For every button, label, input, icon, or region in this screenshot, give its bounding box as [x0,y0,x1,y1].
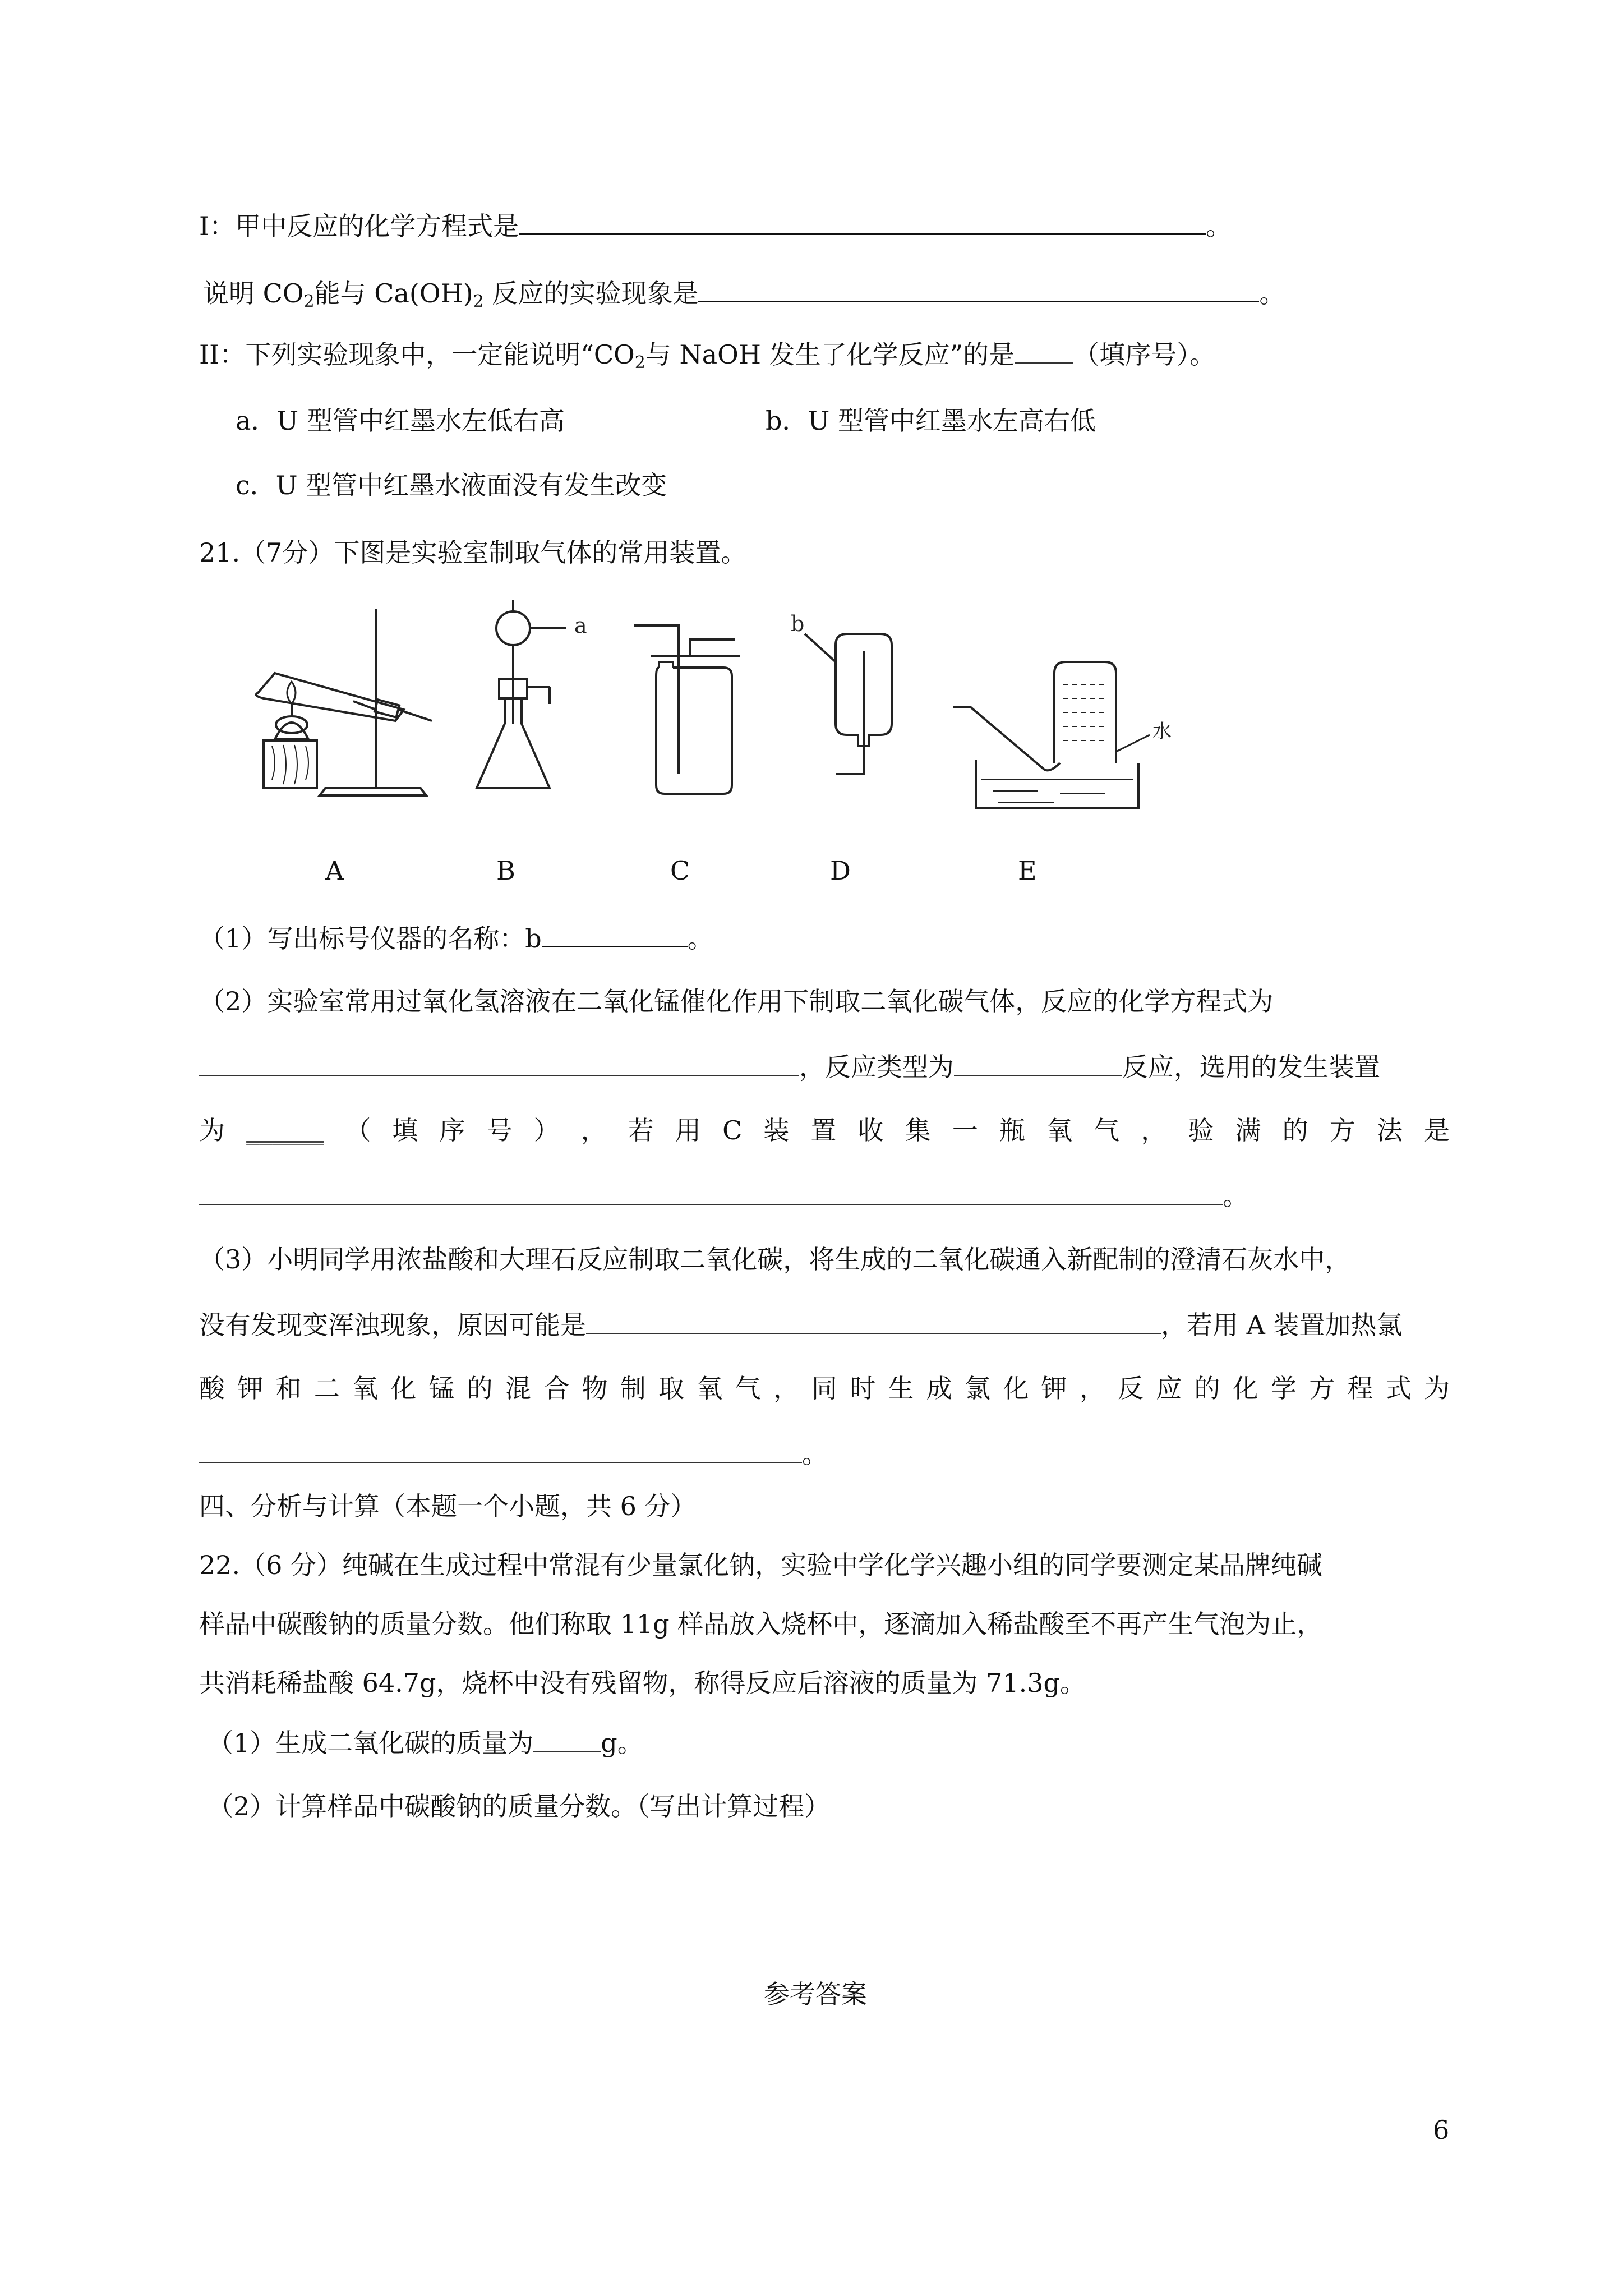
char: 气 [735,1373,761,1404]
q20-explain-middle: 能与 [314,278,366,309]
char: ， [1141,1115,1167,1145]
q21-sub3-line1: （3）小明同学用浓盐酸和大理石反应制取二氧化碳，将生成的二氧化碳通入新配制的澄清石灰水中， [199,1244,1351,1274]
q21-sub3-suffix: ，若用 A 装置加热氯 [1161,1310,1403,1340]
char: 序 [439,1115,465,1145]
char: 生 [888,1373,914,1404]
q20-part1-label: I：甲中反应的化学方程式是 [199,211,519,241]
q21-reaction-type-blank[interactable] [954,1049,1122,1076]
char: 氧 [352,1373,378,1404]
figure-label-c: C [670,855,690,886]
char: 法 [1376,1115,1403,1145]
q22-sub2: （2）计算样品中碳酸钠的质量分数。（写出计算过程） [208,1791,831,1821]
char: 瓶 [999,1115,1025,1145]
apparatus-c [634,625,740,794]
section4-heading: 四、分析与计算（本题一个小题，共 6 分） [199,1491,697,1521]
q20-explain-suffix: 反应的实验现象是 [492,278,699,309]
char: 气 [1094,1115,1120,1145]
q21-sub3-line4-end: 。 [802,1439,828,1469]
char: 的 [1194,1373,1220,1404]
q21-kclo3-equation-blank[interactable] [199,1436,802,1463]
char: 方 [1329,1115,1355,1145]
char: 合 [543,1373,570,1404]
char: ） [533,1115,560,1145]
char: 应 [1156,1373,1182,1404]
q21-sub3-prefix: 没有发现变浑浊现象，原因可能是 [199,1310,586,1340]
char: 和 [275,1373,302,1404]
q20-part2-suffix: （填序号）。 [1073,339,1216,370]
char: 号 [486,1115,513,1145]
char: 为 [1424,1373,1450,1404]
q21-sub1-prefix: （1）写出标号仪器的名称：b [199,923,542,954]
q21-equation-blank[interactable] [199,1049,799,1076]
q21-title: 21.（7分）下图是实验室制取气体的常用装置。 [199,537,747,568]
char: 氧 [1046,1115,1073,1145]
char: 氧 [697,1373,723,1404]
q22-sub1-suffix: g。 [601,1728,643,1758]
q20-explain-prefix: 说明 [203,278,255,309]
q21-sub3-line2 [199,1307,1402,1342]
q22-line3: 共消耗稀盐酸 64.7g，烧杯中没有残留物，称得反应后溶液的质量为 71.3g。 [199,1668,1086,1698]
q20-part2-subscript: 2 [634,353,645,372]
apparatus-a [256,609,432,795]
char: 一 [952,1115,978,1145]
char: 物 [582,1373,608,1404]
char: 化 [1232,1373,1258,1404]
char: 式 [1385,1373,1412,1404]
apparatus-e [953,662,1150,808]
char: 取 [658,1373,684,1404]
q20-part1-end: 。 [1206,211,1232,241]
q20-option-b: b．U 型管中红墨水左高右低 [766,406,1096,436]
char: ， [580,1115,607,1145]
q20-option-a: a．U 型管中红墨水左低右高 [236,406,565,436]
char: 同 [811,1373,837,1404]
char: 为 [199,1115,225,1145]
char: 是 [1423,1115,1450,1145]
q22-line1: 22.（6 分）纯碱在生成过程中常混有少量氯化钠，实验中学化学兴趣小组的同学要测定某品牌纯碱 [199,1550,1323,1580]
co2-subscript: 2 [303,292,315,311]
q20-part1-blank[interactable] [519,208,1206,235]
char: 若 [628,1115,654,1145]
char: 化 [390,1373,417,1404]
char: 用 [675,1115,701,1145]
char: 验 [1188,1115,1214,1145]
char: 混 [505,1373,531,1404]
q21-sub1-blank[interactable] [542,920,688,947]
q21-sub2-line3 [199,1114,1450,1147]
char: 方 [1309,1373,1335,1404]
figure-label-a: A [325,855,344,886]
q21-sub3-line4 [199,1436,828,1471]
char: 满 [1235,1115,1261,1145]
char: 制 [620,1373,646,1404]
char: 酸 [199,1373,225,1404]
char: 置 [810,1115,837,1145]
q21-sub2-line4-end: 。 [1223,1181,1248,1211]
q21-device-blank[interactable]: ______ [246,1115,324,1145]
figure-label-e: E [1018,855,1037,886]
char: 收 [857,1115,884,1145]
char: 学 [1271,1373,1297,1404]
char: 的 [1282,1115,1308,1145]
char: 化 [1003,1373,1029,1404]
q21-check-full-blank[interactable] [199,1178,1223,1205]
q20-explain-blank[interactable] [698,275,1259,302]
apparatus-figure [241,595,1195,819]
q20-part2-prefix: II：下列实验现象中，一定能说明“CO [199,339,635,370]
char: （ [345,1115,371,1145]
answers-heading: 参考答案 [764,1979,867,2009]
q21-sub1-line [199,920,713,955]
q20-part2-middle: 与 NaOH 发生了化学反应”的是 [645,339,1015,370]
char: ， [1079,1373,1105,1404]
q22-co2-mass-blank[interactable] [533,1725,601,1752]
char: 钾 [1041,1373,1067,1404]
char: 成 [926,1373,952,1404]
label-water: 水 [1152,720,1172,743]
char: ， [773,1373,799,1404]
char: 二 [313,1373,340,1404]
q21-sub2-line2 [199,1049,1380,1084]
char: 锰 [428,1373,455,1404]
char: 钾 [237,1373,264,1404]
apparatus-b [477,600,566,788]
label-b: b [791,611,805,636]
q21-sub3-line3 [199,1372,1450,1405]
q20-part2-line [199,337,1215,380]
q20-option-c: c．U 型管中红墨水液面没有发生改变 [236,470,667,500]
char: 装 [763,1115,790,1145]
figure-label-b: B [496,855,515,886]
q21-sub2-mid: ，反应类型为 [799,1052,954,1082]
figure-label-d: D [830,855,851,886]
q21-sub2-line1: （2）实验室常用过氧化氢溶液在二氧化锰催化作用下制取二氧化碳气体，反应的化学方程式为 [199,986,1274,1016]
q21-sub2-end: 反应，选用的发生装置 [1122,1052,1380,1082]
q22-sub1-line [208,1725,643,1760]
q20-part2-blank[interactable] [1015,337,1073,364]
q22-sub1-prefix: （1）生成二氧化碳的质量为 [208,1728,534,1758]
caoh2-formula: Ca(OH) [374,278,473,309]
page-number: 6 [1433,2115,1450,2145]
char: 的 [467,1373,493,1404]
label-a: a [574,613,587,638]
q21-reason-blank[interactable] [586,1307,1161,1334]
q21-sub2-line4 [199,1178,1248,1213]
apparatus-d [805,634,892,774]
q20-part1-line [199,208,1232,243]
caoh2-subscript: 2 [473,292,484,311]
q21-sub1-end: 。 [687,923,713,954]
char: C [722,1115,743,1145]
co2-formula: CO [262,278,304,309]
char: 集 [905,1115,931,1145]
q22-line2: 样品中碳酸钠的质量分数。他们称取 11g 样品放入烧杯中，逐滴加入稀盐酸至不再产生气泡为止， [199,1609,1323,1639]
char: 程 [1347,1373,1373,1404]
q20-explain-end: 。 [1259,278,1285,309]
char: 反 [1118,1373,1144,1404]
char: 氯 [965,1373,990,1404]
char: 填 [392,1115,418,1145]
q20-explain-line [203,275,1285,319]
char: 时 [850,1373,876,1404]
